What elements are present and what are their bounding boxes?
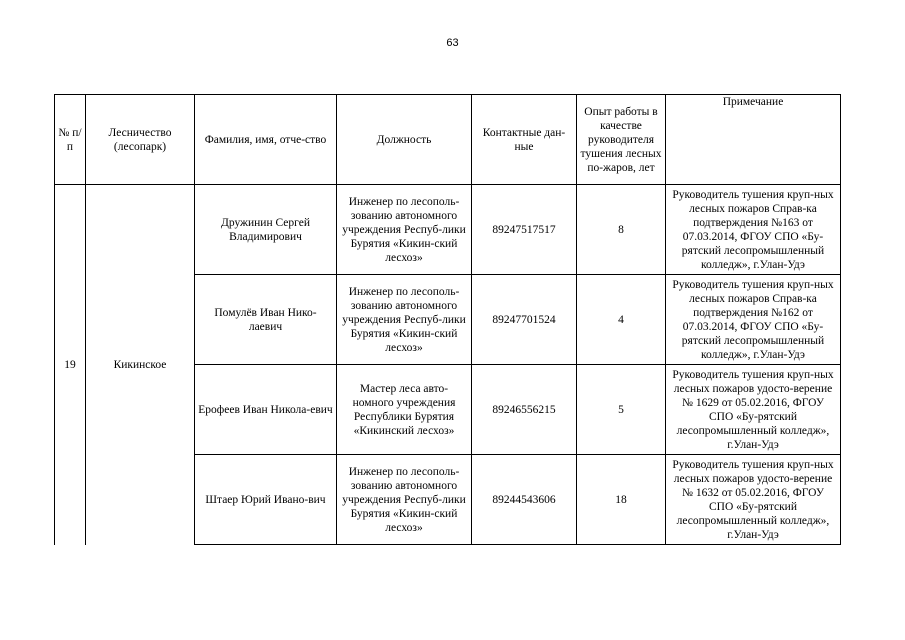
person-position: Мастер леса авто-номного учреждения Республики Бурятия «Кикинский лесхоз» (337, 365, 472, 455)
person-name: Ерофеев Иван Никола-евич (195, 365, 337, 455)
person-experience: 4 (577, 275, 666, 365)
person-position: Инженер по лесополь-зованию автономного учреждения Респуб-лики Бурятия «Кикин-ский лесхоз» (337, 455, 472, 545)
page-number: 63 (446, 37, 459, 49)
header-contact: Контактные дан-ные (472, 95, 577, 185)
person-name: Помулёв Иван Нико-лаевич (195, 275, 337, 365)
person-note: Руководитель тушения круп-ных лесных пожаров Справ-ка подтверждения №162 от 07.03.2014, ФГОУ СПО «Бу-рятский лесопромышленный колледж», г.Улан-Удэ (666, 275, 841, 365)
header-note: Примечание (666, 95, 841, 185)
person-experience: 8 (577, 185, 666, 275)
header-forestry: Лесничество (лесопарк) (86, 95, 195, 185)
table-header-row (55, 95, 841, 185)
person-experience: 5 (577, 365, 666, 455)
person-note: Руководитель тушения круп-ных лесных пожаров Справ-ка подтверждения №163 от 07.03.2014, ФГОУ СПО «Бу-рятский лесопромышленный колледж», г.Улан-Удэ (666, 185, 841, 275)
person-position: Инженер по лесополь-зованию автономного учреждения Респуб-лики Бурятия «Кикин-ский лесхоз» (337, 185, 472, 275)
person-position: Инженер по лесополь-зованию автономного учреждения Респуб-лики Бурятия «Кикин-ский лесхоз» (337, 275, 472, 365)
header-num: № п/п (55, 95, 86, 185)
person-note: Руководитель тушения круп-ных лесных пожаров удосто-верение № 1632 от 05.02.2016, ФГОУ СПО «Бу-рятский лесопромышленный колледж», г.Улан-Удэ (666, 455, 841, 545)
person-contact: 89244543606 (472, 455, 577, 545)
person-contact: 89246556215 (472, 365, 577, 455)
group-forestry: Кикинское (86, 185, 195, 545)
person-experience: 18 (577, 455, 666, 545)
header-experience: Опыт работы в качестве руководителя тушения лесных по-жаров, лет (577, 95, 666, 185)
fire-managers-table (54, 94, 841, 545)
header-position: Должность (337, 95, 472, 185)
person-contact: 89247517517 (472, 185, 577, 275)
header-name: Фамилия, имя, отче-ство (195, 95, 337, 185)
person-note: Руководитель тушения круп-ных лесных пожаров удосто-верение № 1629 от 05.02.2016, ФГОУ СПО «Бу-рятский лесопромышленный колледж», г.Улан-Удэ (666, 365, 841, 455)
group-number: 19 (55, 185, 86, 545)
person-name: Дружинин Сергей Владимирович (195, 185, 337, 275)
person-contact: 89247701524 (472, 275, 577, 365)
person-name: Штаер Юрий Ивано-вич (195, 455, 337, 545)
table-row (55, 185, 841, 275)
